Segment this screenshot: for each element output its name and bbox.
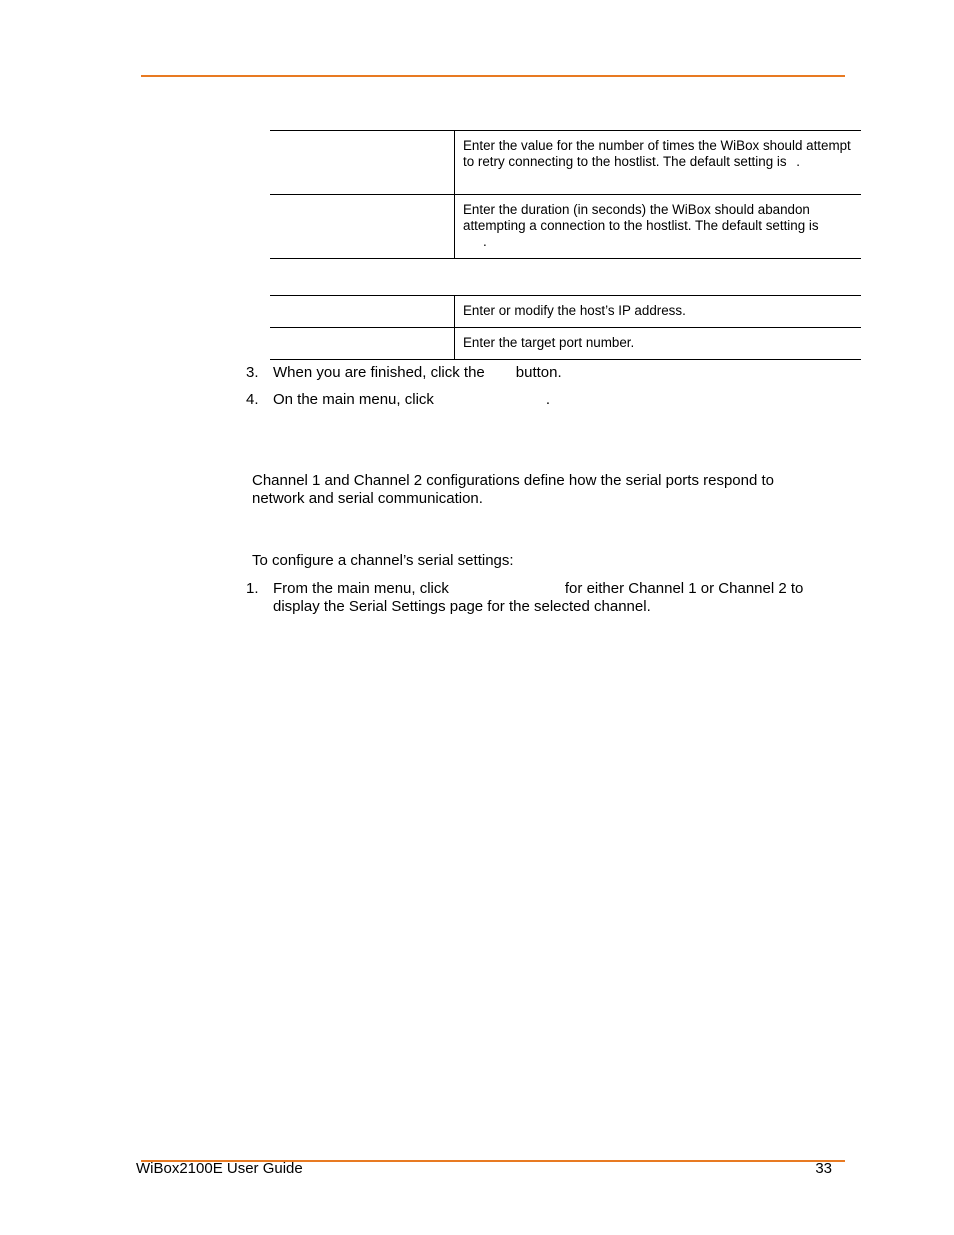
retry-timeout-period: . — [483, 234, 487, 249]
footer-title: WiBox2100E User Guide — [136, 1160, 303, 1177]
table-row — [270, 195, 861, 259]
step-3 — [246, 364, 846, 382]
intro-paragraph: To configure a channel’s serial settings: — [252, 552, 514, 569]
step-text-start: On the main menu, click — [273, 391, 434, 408]
parameter-name-cell — [270, 328, 455, 360]
page-number: 33 — [815, 1160, 832, 1177]
port-description: Enter the target port number. — [455, 328, 862, 360]
parameter-name-cell — [270, 195, 455, 259]
host-address-table — [270, 295, 861, 360]
step-text — [273, 391, 550, 409]
host-retry-table — [270, 130, 861, 296]
parameter-name-cell — [270, 131, 455, 195]
parameter-name-cell — [270, 296, 455, 328]
step-text-start: From the main menu, click — [273, 580, 449, 597]
host-ip-description: Enter or modify the host’s IP address. — [455, 296, 862, 328]
step-number: 3. — [246, 364, 259, 381]
channels-paragraph: Channel 1 and Channel 2 configurations define how the serial ports respond to network and serial communication. — [252, 472, 775, 507]
parameter-description-cell — [455, 131, 862, 195]
step-1 — [246, 580, 846, 616]
step-number: 1. — [246, 580, 259, 597]
retry-count-description: Enter the value for the number of times the WiBox should attempt to retry connecting to the hostlist. The default setting is — [463, 138, 851, 169]
step-text-end: . — [545, 391, 551, 408]
table-row — [270, 328, 861, 360]
step-text-continuation: display the Serial Settings page for the selected channel. — [273, 598, 651, 615]
parameter-description-cell — [455, 195, 862, 259]
retry-count-period: . — [796, 154, 801, 169]
header-rule — [141, 75, 845, 77]
step-text — [273, 364, 562, 382]
table-row — [270, 259, 861, 296]
step-number: 4. — [246, 391, 259, 408]
step-text-end: button. — [515, 364, 562, 381]
step-text-start: When you are finished, click the — [273, 364, 485, 381]
step-text — [273, 580, 803, 616]
empty-cell — [270, 259, 455, 296]
retry-timeout-description: Enter the duration (in seconds) the WiBox should abandon attempting a connection to the hostlist. The default setting is — [463, 202, 819, 233]
empty-cell — [455, 259, 862, 296]
table-row — [270, 131, 861, 195]
step-text-end: for either Channel 1 or Channel 2 to — [564, 580, 804, 597]
step-4 — [246, 391, 846, 409]
table-row — [270, 296, 861, 328]
